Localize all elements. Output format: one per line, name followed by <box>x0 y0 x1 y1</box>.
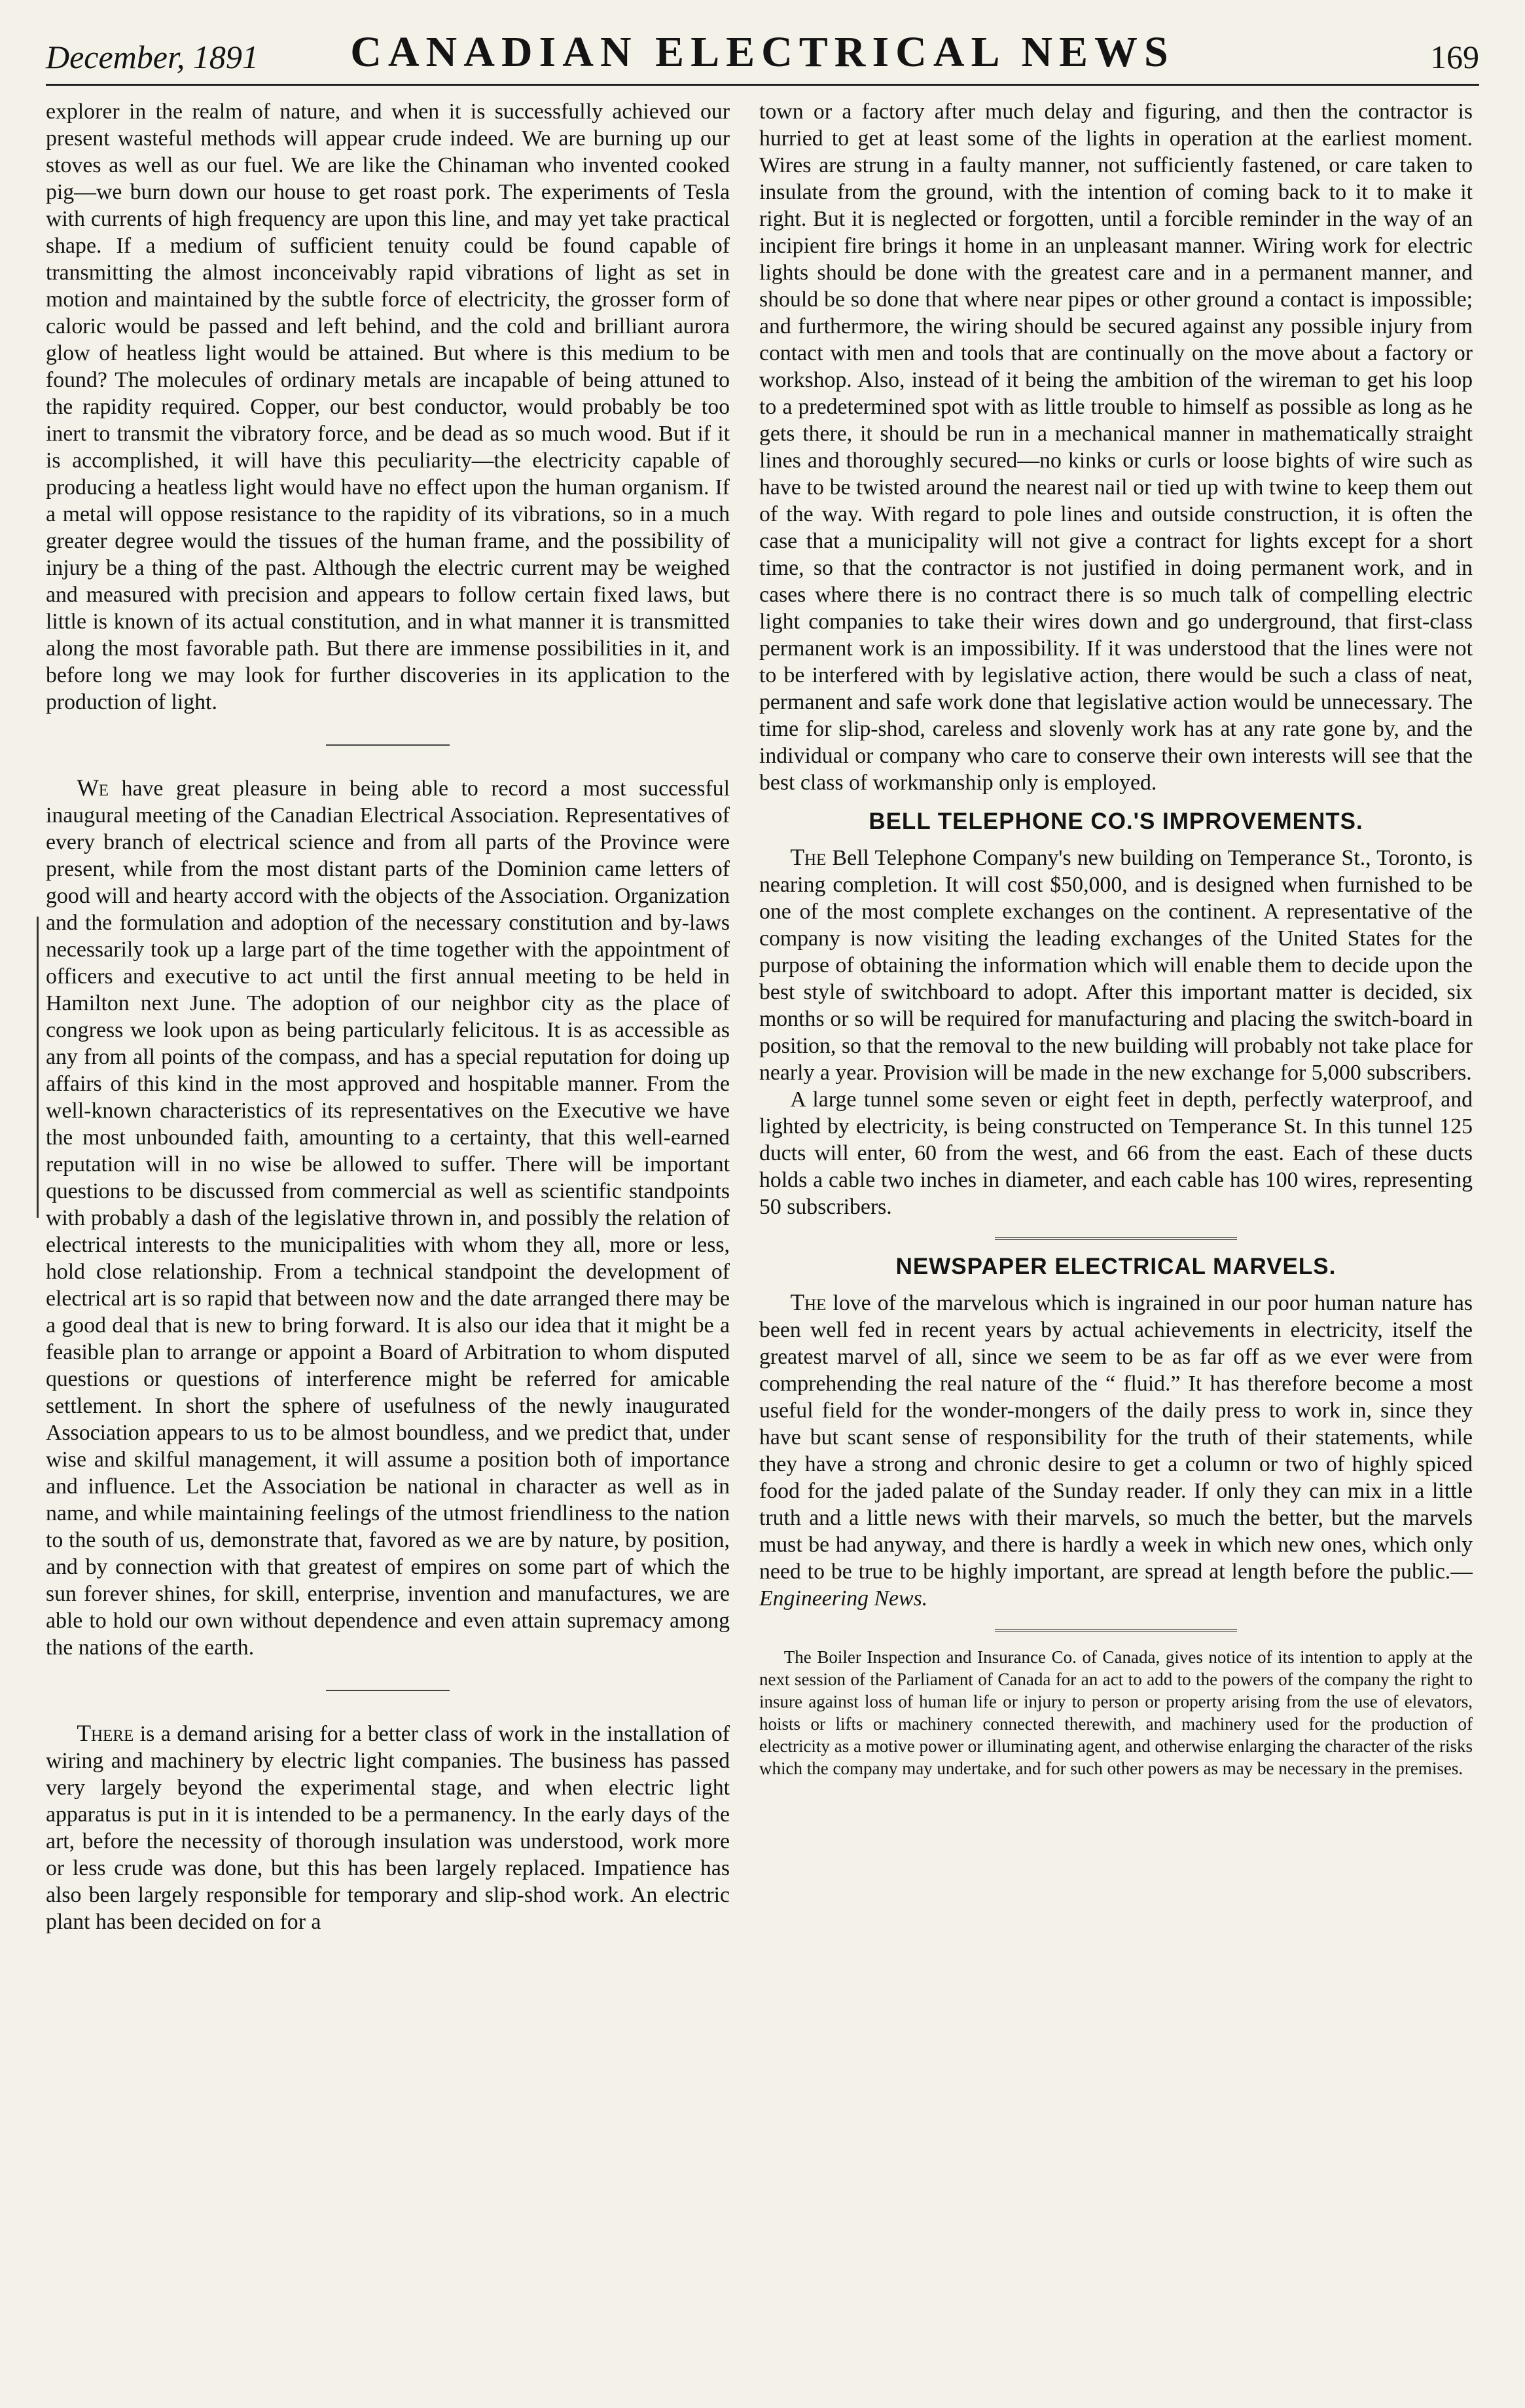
notice-divider <box>995 1629 1238 1632</box>
notice-text: The Boiler Inspection and Insurance Co. of Canada, gives notice of its intention to apply at the next session of the Parliament of Canada for an act to add to the powers of the company the right to insure against loss of human life or injury to person or property arising from the use of elevators, hoists or lifts or machinery connected therewith, and machinery used for the production of electricity as a motive power or illuminating agent, and otherwise enlarging the character of the risks which the company may undertake, and for such other powers as may be necessary in the premises. <box>759 1647 1473 1778</box>
bell-paragraph-1: Bell Telephone Company's new building on Temperance St., Toronto, is nearing completion. It will cost $50,000, and is designed when furnished to be one of the most complete exchanges on the continent. A representative of the company is now visiting the leading exchanges of the United States for the purpose of obtaining the information which will enable them to decide upon the best style of switchboard to adopt. After this important matter is decided, six months or so will be required for manufacturing and placing the switch-board in position, so that the removal to the new building will probably not take place for nearly a year. Provision will be made in the new exchange for 5,000 subscribers. <box>759 846 1473 1085</box>
association-body: have great pleasure in being able to record a most successful inaugural meeting of the Canadian Electrical Association. Representatives of every branch of electrical science and from all parts of the Province were present, while from the most distant parts of the Dominion came letters of good will and hearty accord with the objects of the Association. Organization and the formulation and adoption of the necessary constitution and by-laws necessarily took up a large part of the time together with the appointment of officers and executive to act until the first annual meeting to be held in Hamilton next June. The adoption of our neighbor city as the place of congress we look upon as being particularly felicitous. It is as accessible as any from all points of the compass, and has a special reputation for doing up affairs of this kind in the most approved and hospitable manner. From the well-known characteristics of its representatives on the Executive we have the most unbounded faith, amounting to a certainty, that this well-earned reputation will in no wise be allowed to suffer. There will be important questions to be discussed from commercial as well as scientific standpoints with probably a dash of the legislative thrown in, and possibly the relation of electrical interests to the municipalities with whom they all, more or less, hold close relationship. From a technical standpoint the development of electrical art is so rapid that between now and the date arranged there may be a good deal that is new to bring forward. It is also our idea that it might be a feasible plan to arrange or appoint a Board of Arbitration to whom disputed questions or questions of interference might be referred for amicable settlement. In short the sphere of usefulness of the newly inaugurated Association appears to us to be almost boundless, and we predict that, under wise and skilful management, it will assume a position both of importance and influence. Let the Association be national in character as well as in name, and while maintaining feelings of the utmost friendliness to the nation to the south of us, demonstrate that, favored as we are by nature, by position, and by connection with that greatest of empires on some part of which the sun forever shines, for skill, enterprise, invention and manufactures, we are able to hold our own without dependence and even attain supremacy among the nations of the earth. <box>46 776 730 1660</box>
bell-telephone-article <box>759 808 1473 1220</box>
marvels-lead-word: The <box>790 1289 827 1315</box>
marvels-body: love of the marvelous which is ingrained in our poor human nature has been well fed in recent years by actual achievements in electricity, itself the greatest marvel of all, since we seem to be as far off as we ever were from comprehending the real nature of the “ fluid.” It has therefore become a most useful field for the wonder-mongers of the daily press to work in, since they have but scant sense of responsibility for the truth of their statements, while they have a strong and chronic desire to get a column or two of highly spiced food for the jaded palate of the Sunday reader. If only they can mix in a little truth and a little news with their marvels, so much the better, but the marvels must be had anyway, and there is hardly a week in which new ones, which only need to be true to be highly important, are spread at length before the public.— <box>759 1291 1473 1584</box>
left-column <box>46 98 730 2395</box>
bell-headline: BELL TELEPHONE CO.'S IMPROVEMENTS. <box>869 809 1363 834</box>
wiring-lead-word: There <box>77 1720 134 1746</box>
wiring-editorial <box>46 1720 730 1935</box>
right-column <box>759 98 1473 2395</box>
masthead-title: CANADIAN ELECTRICAL NEWS <box>350 28 1175 76</box>
legal-notice <box>759 1646 1473 1779</box>
article-continuation: explorer in the realm of nature, and when it is successfully achieved our present wasteful methods will appear crude indeed. We are burning up our stoves as well as our fuel. We are like the Chinaman who invented cooked pig—we burn down our house to get roast pork. The experiments of Tesla with currents of high frequency are upon this line, and may yet take practical shape. If a medium of sufficient tenuity could be found capable of transmitting the almost inconceivably rapid vibrations of light as set in motion and maintained by the subtle force of electricity, the grosser form of caloric would be passed and left behind, and the cold and brilliant aurora glow of heatless light would be attained. But where is this medium to be found? The molecules of ordinary metals are incapable of being attuned to the rapidity required. Copper, our best conductor, would probably be too inert to transmit the vibratory force, and be dead as so much wood. But if it is accomplished, it will have this peculiarity—the electricity capable of producing a heatless light would have no effect upon the human organism. If a metal will oppose resistance to the rapidity of its vibrations, so in a much greater degree would the tissues of the human frame, and the possibility of injury be a thing of the past. Although the electric current may be weighed and measured with precision and appears to follow certain fixed laws, but little is known of its actual constitution, and in what manner it is transmitted along the most favorable path. But there are immense possibilities in it, and before long we may look for further discoveries in its application to the production of light. <box>46 100 730 714</box>
issue-date: December, 1891 <box>46 39 259 75</box>
marvels-headline: NEWSPAPER ELECTRICAL MARVELS. <box>895 1254 1337 1279</box>
wiring-body: is a demand arising for a better class of work in the installation of wiring and machinery by electric light companies. The business has passed very largely beyond the experimental stage, and when electric light apparatus is put in it is intended to be a permanency. In the early days of the art, before the necessity of thorough insulation was understood, work more or less crude was done, but this has been largely replaced. Impatience has also been largely responsible for temporary and slip-shod work. An electric plant has been decided on for a <box>46 1722 730 1934</box>
bell-lead-word: The <box>790 844 827 870</box>
marvels-article <box>759 1253 1473 1612</box>
page-header <box>46 12 1479 86</box>
section-divider <box>326 744 449 746</box>
association-lead-word: We <box>77 775 109 801</box>
section-divider <box>326 1690 449 1691</box>
marvels-source: Engineering News. <box>759 1586 928 1611</box>
headline-divider <box>995 1237 1238 1240</box>
margin-bracket <box>37 917 43 1218</box>
page-number: 169 <box>1430 39 1479 75</box>
bell-paragraph-2: A large tunnel some seven or eight feet in depth, perfectly waterproof, and lighted by electricity, is being constructed on Temperance St. In this tunnel 125 ducts will enter, 60 from the west, and 66 from the east. Each of these ducts holds a cable two inches in diameter, and each cable has 100 wires, representing 50 subscribers. <box>759 1087 1473 1219</box>
wiring-continuation: town or a factory after much delay and figuring, and then the contractor is hurried to get at least some of the lights in operation at the earliest moment. Wires are strung in a faulty manner, not sufficiently fastened, or care taken to insulate from the ground, with the intention of coming back to it to make it right. But it is neglected or forgotten, until a forcible reminder in the way of an incipient fire brings it home in an unpleasant manner. Wiring work for electric lights should be done with the greatest care and in a permanent manner, and should be so done that where near pipes or other ground a contact is impossible; and furthermore, the wiring should be secured against any possible injury from contact with men and tools that are continually on the move about a factory or workshop. Also, instead of it being the ambition of the wireman to get his loop to a predetermined spot with as little trouble to himself as possible as long as he gets there, it should be run in a mechanical manner in mathematically straight lines and thoroughly secured—no kinks or curls or loose bights of wire such as have to be twisted around the nearest nail or tied up with twine to keep them out of the way. With regard to pole lines and outside construction, it is often the case that a municipality will not give a contract for lights except for a short time, so that the contractor is not justified in doing permanent work, and in cases where there is no contract there is so much talk of compelling electric light companies to take their wires down and go underground, that first-class permanent work is an impossibility. If it was understood that the lines were not to be interfered with by legislative action, there would be such a class of neat, permanent and safe work done that legislative action would be unnecessary. The time for slip-shod, careless and slovenly work has at any rate gone by, and the individual or company who care to conserve their own interests will see that the best class of workmanship only is employed. <box>759 100 1473 795</box>
association-editorial <box>46 775 730 1661</box>
